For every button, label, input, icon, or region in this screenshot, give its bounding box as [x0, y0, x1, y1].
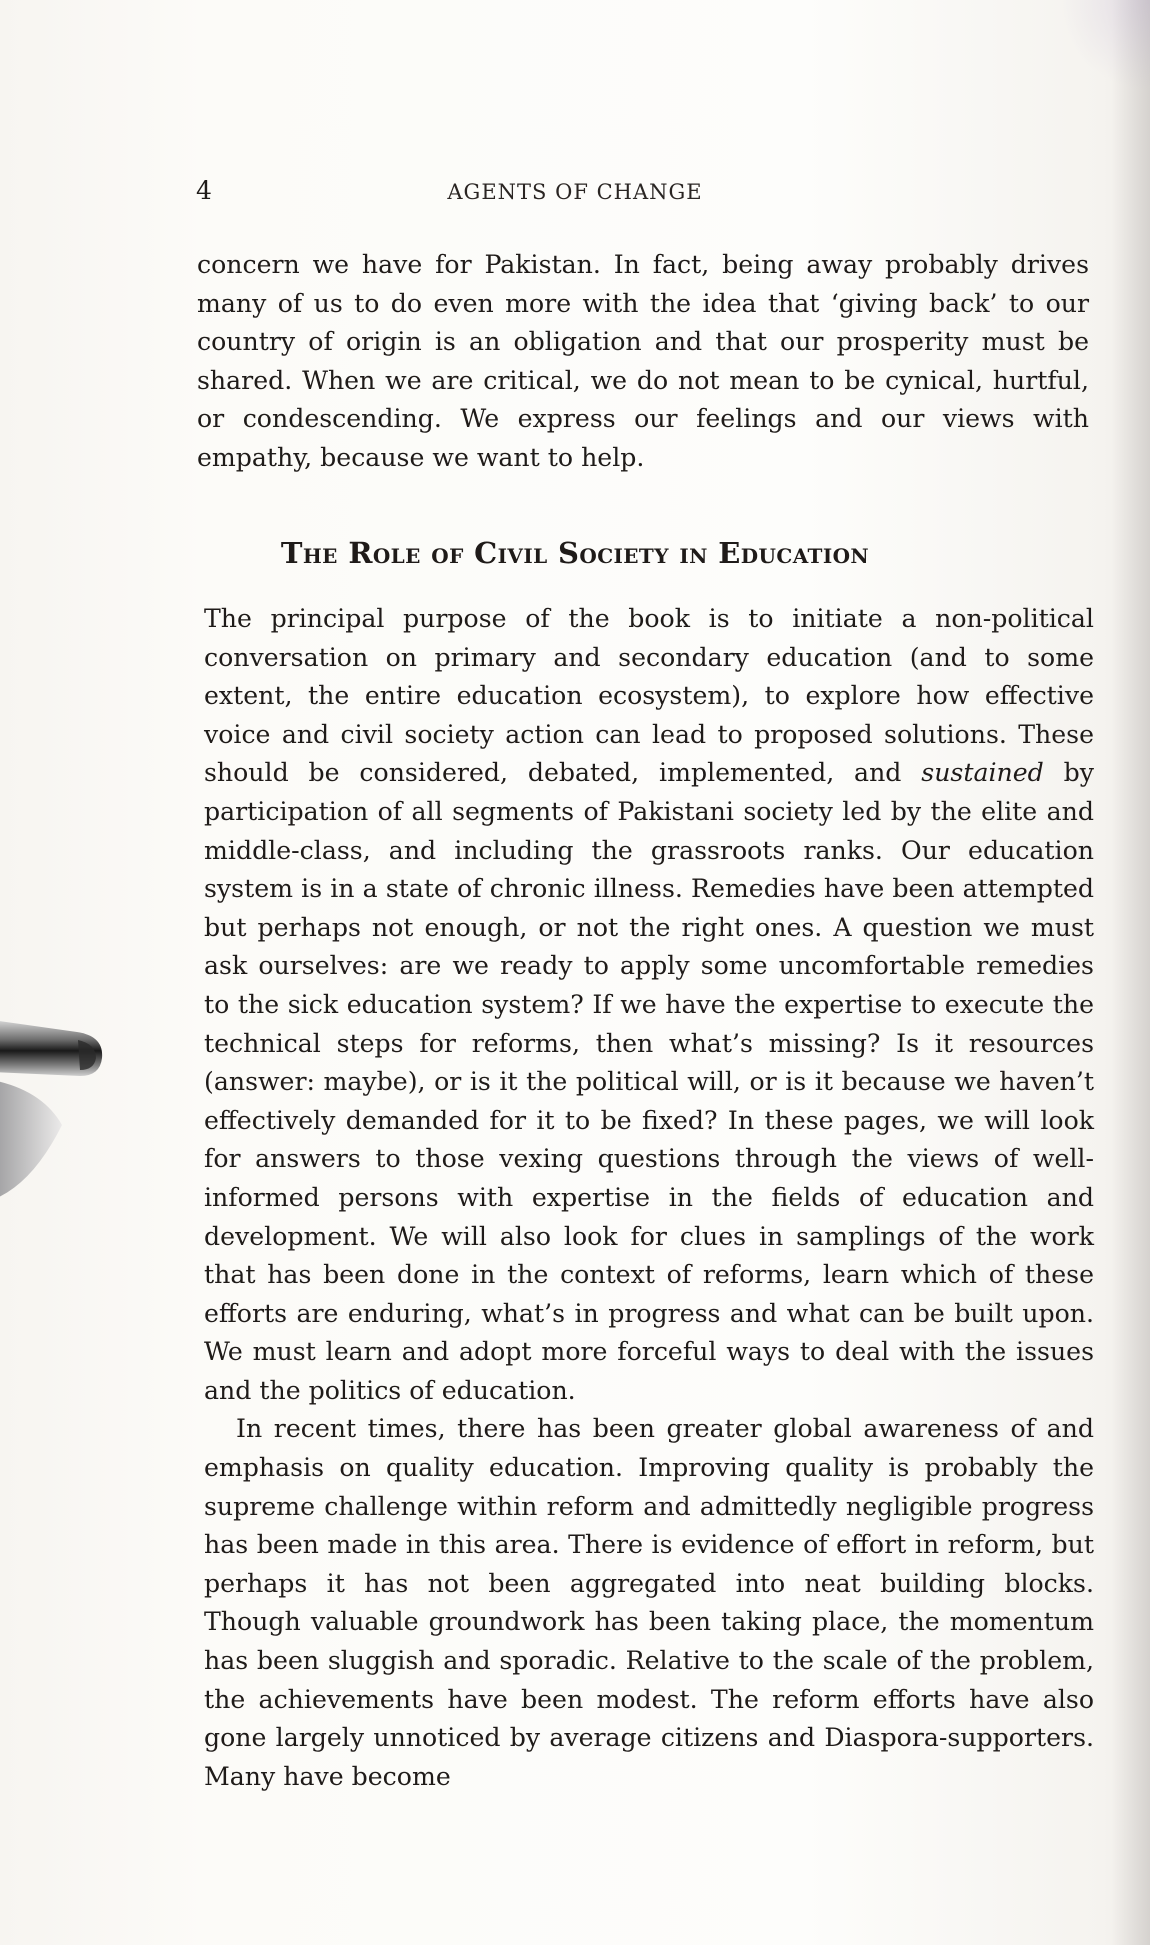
- paragraph-1-part-2: by participation of all segments of Pakistani society led by the elite and middle-class, and including the grassroots ranks. Our education system is in a state of chronic illness. Remedies have been attempted but perhaps not enough, or not the right ones. A question we must ask ourselves: are we ready to apply some uncomfortable remedies to the sick education system? If we have the expertise to execute the technical steps for reforms, then what’s missing? Is it resources (answer: maybe), or is it the political will, or is it because we haven’t effectively demanded for it to be fixed? In these pages, we will look for answers to those vexing questions through the views of well-informed persons with expertise in the fields of education and development. We will also look for clues in samplings of the work that has been done in the context of reforms, learn which of these efforts are enduring, what’s in progress and what can be built upon. We must learn and adopt more forceful ways to deal with the issues and the politics of education.: [204, 758, 1094, 1405]
- section-paragraph-1: [204, 600, 1094, 1410]
- paragraph-1-part-1: The principal purpose of the book is to initiate a non-political conversation on primary and secondary education (and to some extent, the entire education ecosystem), to explore how effective voice and civil society action can lead to proposed solutions. These should be considered, debated, implemented, and: [204, 604, 1094, 788]
- page-number: 4: [196, 176, 212, 205]
- section-paragraph-2: In recent times, there has been greater global awareness of and emphasis on quality education. Improving quality is probably the supreme challenge within reform and admittedly negligible progress has been made in this area. There is evidence of effort in reform, but perhaps it has not been aggregated into neat building blocks. Though valuable groundwork has been taking place, the momentum has been sluggish and sporadic. Relative to the scale of the problem, the achievements have been modest. The reform efforts have also gone largely unnoticed by average citizens and Diaspora-supporters. Many have become: [204, 1414, 1094, 1791]
- section-body: [204, 600, 1094, 1796]
- emphasis-sustained: sustained: [921, 758, 1044, 788]
- section-heading: The Role of Civil Society in Education: [280, 536, 870, 570]
- running-head: AGENTS OF CHANGE: [447, 180, 703, 204]
- binder-clip-icon: [0, 980, 122, 1220]
- opening-paragraph-block: [197, 246, 1089, 477]
- page-edge-shadow: [1112, 0, 1150, 1945]
- opening-paragraph: concern we have for Pakistan. In fact, being away probably drives many of us to do even more with the idea that ‘giving back’ to our country of origin is an obligation and that our prosperity must be shared. When we are critical, we do not mean to be cynical, hurtful, or condescending. We express our feelings and our views with empathy, because we want to help.: [197, 250, 1089, 472]
